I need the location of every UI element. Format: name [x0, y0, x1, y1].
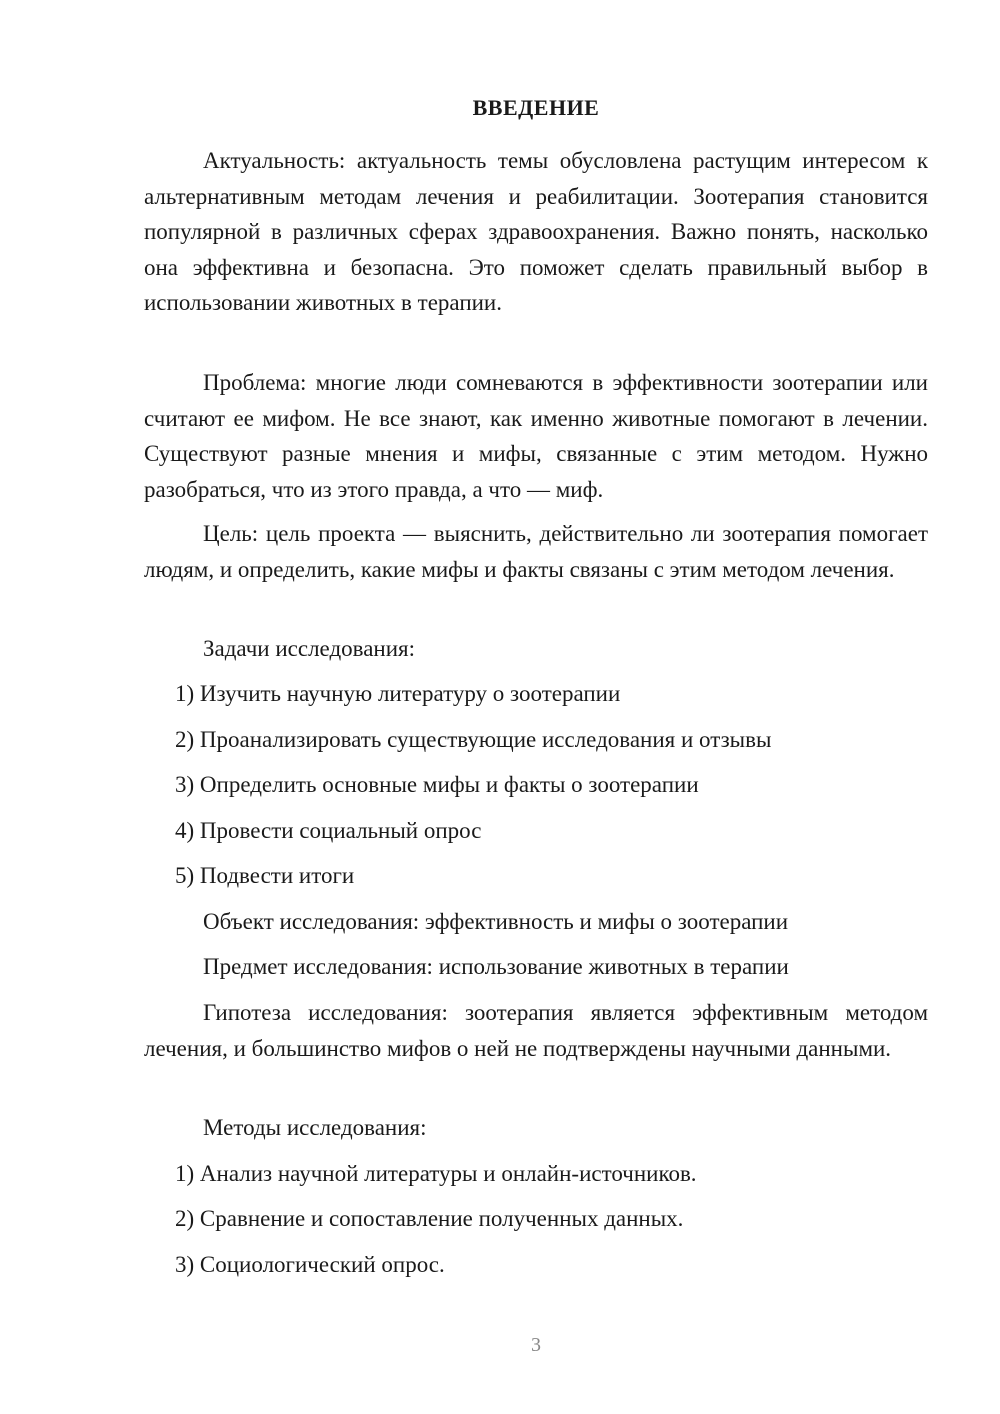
task-item: 2) Проанализировать существующие исследования и отзывы [175, 727, 772, 752]
paragraph-goal: Цель: цель проекта — выяснить, действительно ли зоотерапия помогает людям, и определить, какие мифы и факты связаны с этим методом лечения. [144, 521, 928, 582]
method-item: 2) Сравнение и сопоставление полученных данных. [175, 1206, 684, 1231]
task-item: 1) Изучить научную литературу о зоотерапии [175, 681, 621, 706]
method-item: 3) Социологический опрос. [175, 1252, 445, 1277]
page-title: ВВЕДЕНИЕ [472, 95, 600, 120]
task-item: 4) Провести социальный опрос [175, 818, 482, 843]
paragraph-relevance: Актуальность: актуальность темы обусловлена растущим интересом к альтернативным методам лечения и реабилитации. Зоотерапия становится популярной в различных сферах здравоохранения. Важно понять, насколько она эффективна и безопасна. Это поможет сделать правильный выбор в использовании животных в терапии. [144, 148, 928, 315]
tasks-heading: Задачи исследования: [203, 636, 416, 661]
research-object: Объект исследования: эффективность и мифы о зоотерапии [203, 909, 789, 934]
paragraph-problem: Проблема: многие люди сомневаются в эффективности зоотерапии или считают ее мифом. Не все знают, как именно животные помогают в лечении. Существуют разные мнения и мифы, связанные с этим методом. Нужно разобраться, что из этого правда, а что — миф. [144, 370, 928, 502]
methods-heading: Методы исследования: [203, 1115, 427, 1140]
task-item: 3) Определить основные мифы и факты о зоотерапии [175, 772, 699, 797]
task-item: 5) Подвести итоги [175, 863, 355, 888]
page-number: 3 [531, 1334, 541, 1356]
method-item: 1) Анализ научной литературы и онлайн-источников. [175, 1161, 697, 1186]
research-subject: Предмет исследования: использование животных в терапии [203, 954, 789, 979]
paragraph-hypothesis: Гипотеза исследования: зоотерапия является эффективным методом лечения, и большинство мифов о ней не подтверждены научными данными. [144, 1000, 928, 1061]
